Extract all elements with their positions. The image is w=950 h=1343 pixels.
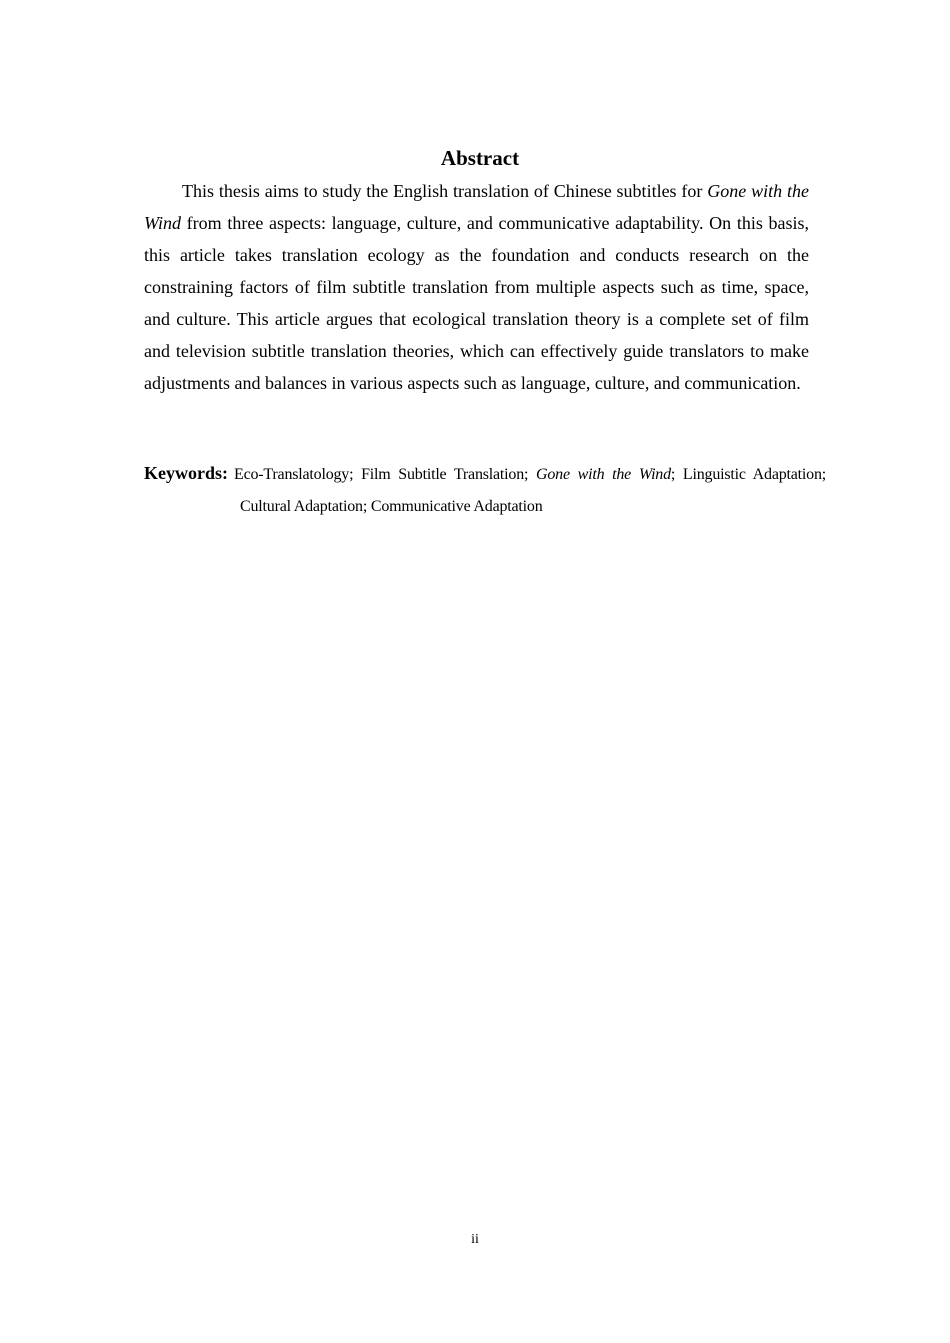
abstract-heading: Abstract	[440, 146, 520, 170]
keywords-paragraph	[144, 457, 826, 523]
page-number: ii	[471, 1232, 479, 1247]
abstract-text-part2: from three aspects: language, culture, and communicative adaptability. On this basis, this article takes translation ecology as the foundation and conducts research on the constraining factors of film subtitle translation from multiple aspects such as time, space, and culture. This article argues that ecological translation theory is a complete set of film and television subtitle translation theories, which can effectively guide translators to make adjustments and balances in various aspects such as language, culture, and communication.	[144, 213, 809, 393]
keywords-film-title: Gone with the Wind	[536, 466, 671, 483]
abstract-film-title: Gone with the Wind	[144, 181, 809, 233]
keywords-text-part2: ; Linguistic Adaptation; Cultural Adaptation; Communicative Adaptation	[240, 466, 826, 515]
abstract-text-part1: This thesis aims to study the English translation of Chinese subtitles for	[182, 181, 708, 201]
abstract-paragraph	[144, 175, 809, 399]
keywords-label: Keywords:	[144, 463, 228, 483]
keywords-text-part1: Eco-Translatology; Film Subtitle Translation;	[234, 466, 537, 483]
